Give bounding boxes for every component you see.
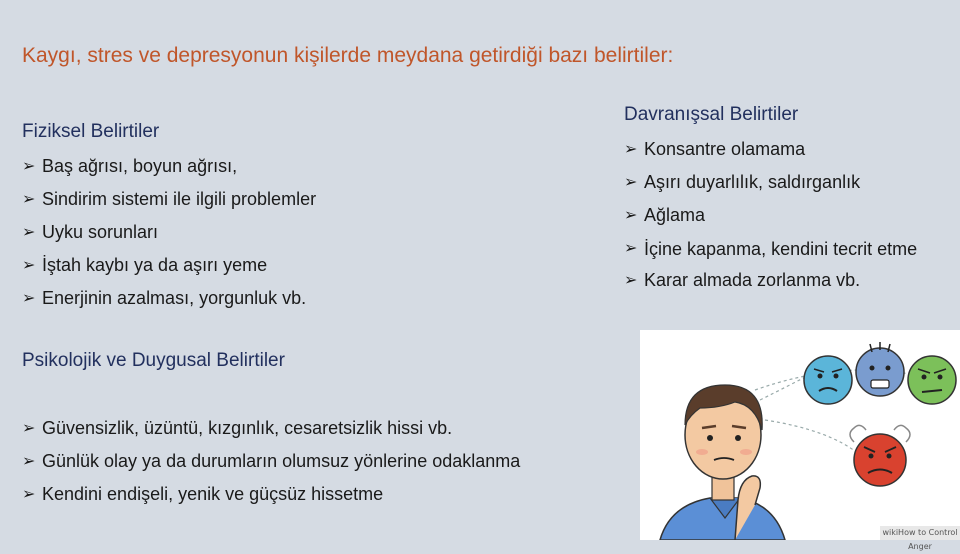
behavioral-list bbox=[624, 133, 944, 297]
list-item: ➢ Sindirim sistemi ile ilgili problemler bbox=[22, 183, 316, 216]
page-title: Kaygı, stres ve depresyonun kişilerde meydana getirdiği bazı belirtiler: bbox=[22, 44, 674, 67]
list-item: ➢ Aşırı duyarlılık, saldırganlık bbox=[624, 166, 944, 199]
physical-list bbox=[22, 150, 316, 315]
arrow-bullet-icon: ➢ bbox=[624, 272, 638, 289]
thinking-man-illustration bbox=[640, 330, 960, 551]
list-item: ➢ Kendini endişeli, yenik ve güçsüz hissetme bbox=[22, 478, 520, 511]
psychological-list bbox=[22, 412, 520, 511]
list-item: ➢ İştah kaybı ya da aşırı yeme bbox=[22, 249, 316, 282]
arrow-bullet-icon: ➢ bbox=[624, 207, 638, 224]
list-item: ➢ Konsantre olamama bbox=[624, 133, 944, 166]
arrow-bullet-icon: ➢ bbox=[22, 158, 36, 175]
list-item: ➢ Enerjinin azalması, yorgunluk vb. bbox=[22, 282, 316, 315]
list-item: ➢ Baş ağrısı, boyun ağrısı, bbox=[22, 150, 316, 183]
list-item: ➢ Karar almada zorlanma vb. bbox=[624, 264, 944, 297]
arrow-bullet-icon: ➢ bbox=[22, 290, 36, 307]
list-item: ➢ İçine kapanma, kendini tecrit etme bbox=[624, 239, 918, 259]
list-item: ➢ Güvensizlik, üzüntü, kızgınlık, cesaretsizlik hissi vb. bbox=[22, 412, 520, 445]
image-caption: wikiHow to Control Anger bbox=[880, 526, 960, 540]
thinking-man-icon bbox=[640, 330, 960, 540]
arrow-bullet-icon: ➢ bbox=[22, 453, 36, 470]
list-item: ➢ Uyku sorunları bbox=[22, 216, 316, 249]
list-item: ➢ Ağlama bbox=[624, 199, 944, 232]
arrow-bullet-icon: ➢ bbox=[22, 257, 36, 274]
behavioral-heading: Davranışsal Belirtiler bbox=[624, 104, 799, 125]
list-item: ➢ Günlük olay ya da durumların olumsuz yönlerine odaklanma bbox=[22, 445, 520, 478]
physical-heading: Fiziksel Belirtiler bbox=[22, 121, 160, 142]
arrow-bullet-icon: ➢ bbox=[624, 141, 638, 158]
annoyed-face-icon bbox=[908, 356, 956, 404]
arrow-bullet-icon: ➢ bbox=[22, 486, 36, 503]
arrow-bullet-icon: ➢ bbox=[22, 420, 36, 437]
arrow-bullet-icon: ➢ bbox=[22, 224, 36, 241]
psychological-heading: Psikolojik ve Duygusal Belirtiler bbox=[22, 350, 285, 371]
arrow-bullet-icon: ➢ bbox=[624, 174, 638, 191]
arrow-bullet-icon: ➢ bbox=[22, 191, 36, 208]
sad-face-icon bbox=[804, 356, 852, 404]
arrow-bullet-icon: ➢ bbox=[624, 240, 638, 257]
